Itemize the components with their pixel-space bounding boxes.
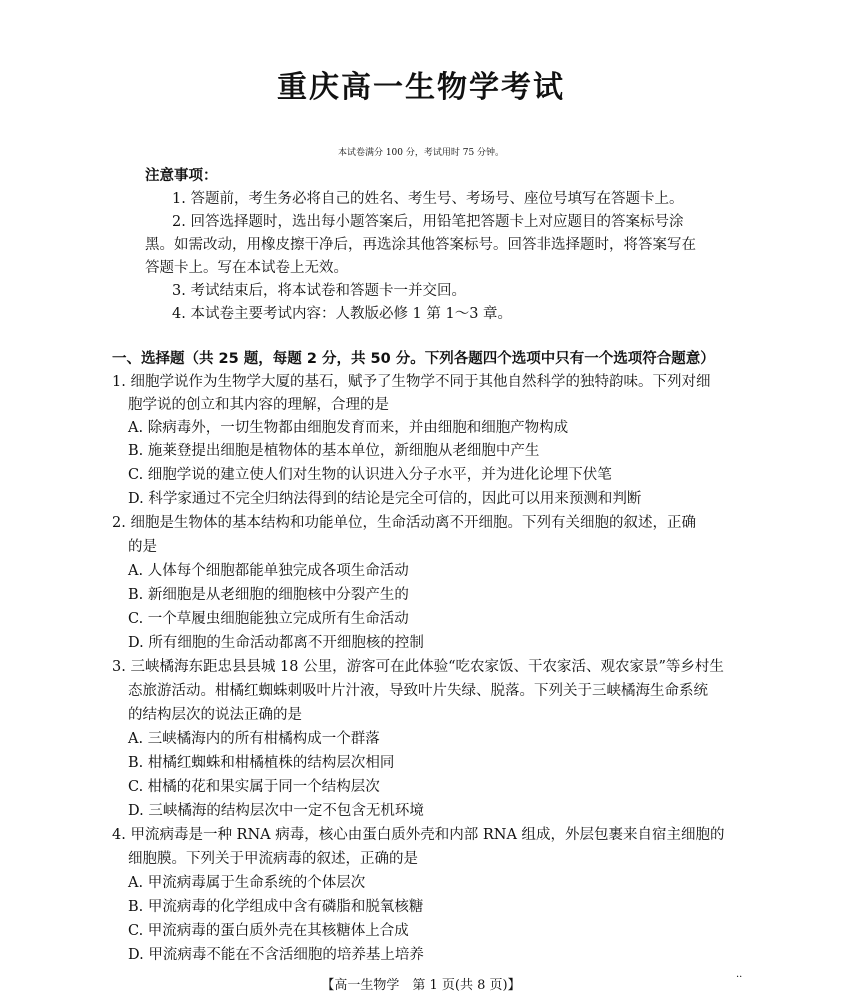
question-option: B. 甲流病毒的化学组成中含有磷脂和脱氧核糖 — [128, 899, 424, 915]
question-stem: 细胞膜。下列关于甲流病毒的叙述，正确的是 — [128, 851, 418, 867]
notice-line: 2. 回答选择题时，选出每小题答案后，用铅笔把答题卡上对应题目的答案标号涂 — [172, 214, 684, 230]
question-option: D. 科学家通过不完全归纳法得到的结论是完全可信的，因此可以用来预测和判断 — [128, 491, 642, 507]
notice-line: 3. 考试结束后，将本试卷和答题卡一并交回。 — [172, 283, 466, 299]
question-stem: 的结构层次的说法正确的是 — [128, 707, 302, 723]
question-stem: 的是 — [128, 539, 157, 555]
footer-mark: ·· — [736, 972, 743, 983]
question-stem: 2. 细胞是生物体的基本结构和功能单位，生命活动离不开细胞。下列有关细胞的叙述，正确 — [112, 515, 696, 531]
notice-line: 4. 本试卷主要考试内容：人教版必修 1 第 1～3 章。 — [172, 306, 513, 322]
question-option: D. 甲流病毒不能在不含活细胞的培养基上培养 — [128, 947, 424, 963]
question-option: A. 人体每个细胞都能单独完成各项生命活动 — [128, 563, 409, 579]
exam-title: 重庆高一生物学考试 — [277, 70, 565, 105]
question-stem: 3. 三峡橘海东距忠县县城 18 公里，游客可在此体验“吃农家饭、干农家活、观农家景”等乡村生 — [112, 659, 724, 675]
question-option: D. 三峡橘海的结构层次中一定不包含无机环境 — [128, 803, 424, 819]
section-heading: 一、选择题（共 25 题，每题 2 分，共 50 分。下列各题四个选项中只有一个选项符合题意） — [112, 351, 715, 367]
notice-line: 1. 答题前，考生务必将自己的姓名、考生号、考场号、座位号填写在答题卡上。 — [172, 191, 684, 207]
question-option: C. 一个草履虫细胞能独立完成所有生命活动 — [128, 611, 409, 627]
page-footer: 【高一生物学 第 1 页(共 8 页)】 — [321, 978, 521, 993]
question-option: D. 所有细胞的生命活动都离不开细胞核的控制 — [128, 635, 424, 651]
notice-line: 黑。如需改动，用橡皮擦干净后，再选涂其他答案标号。回答非选择题时，将答案写在 — [145, 237, 696, 253]
question-option: A. 三峡橘海内的所有柑橘构成一个群落 — [128, 731, 380, 747]
exam-subtitle: 本试卷满分 100 分，考试用时 75 分钟。 — [337, 148, 505, 158]
question-option: C. 柑橘的花和果实属于同一个结构层次 — [128, 779, 380, 795]
question-stem: 胞学说的创立和其内容的理解，合理的是 — [128, 397, 389, 413]
question-option: B. 新细胞是从老细胞的细胞核中分裂产生的 — [128, 587, 409, 603]
question-option: B. 施莱登提出细胞是植物体的基本单位，新细胞从老细胞中产生 — [128, 443, 540, 459]
question-option: A. 甲流病毒属于生命系统的个体层次 — [128, 875, 366, 891]
question-stem: 态旅游活动。柑橘红蜘蛛刺吸叶片汁液，导致叶片失绿、脱落。下列关于三峡橘海生命系统 — [128, 683, 708, 699]
question-option: A. 除病毒外，一切生物都由细胞发育而来，并由细胞和细胞产物构成 — [128, 420, 569, 436]
question-option: C. 细胞学说的建立使人们对生物的认识进入分子水平，并为进化论埋下伏笔 — [128, 467, 612, 483]
question-stem: 4. 甲流病毒是一种 RNA 病毒，核心由蛋白质外壳和内部 RNA 组成，外层包裹来自宿主细胞的 — [112, 827, 725, 843]
question-stem: 1. 细胞学说作为生物学大厦的基石，赋予了生物学不同于其他自然科学的独特韵味。下列对细 — [112, 374, 711, 390]
question-option: C. 甲流病毒的蛋白质外壳在其核糖体上合成 — [128, 923, 409, 939]
notice-heading: 注意事项： — [145, 168, 218, 184]
notice-line: 答题卡上。写在本试卷上无效。 — [145, 260, 348, 276]
question-option: B. 柑橘红蜘蛛和柑橘植株的结构层次相同 — [128, 755, 395, 771]
